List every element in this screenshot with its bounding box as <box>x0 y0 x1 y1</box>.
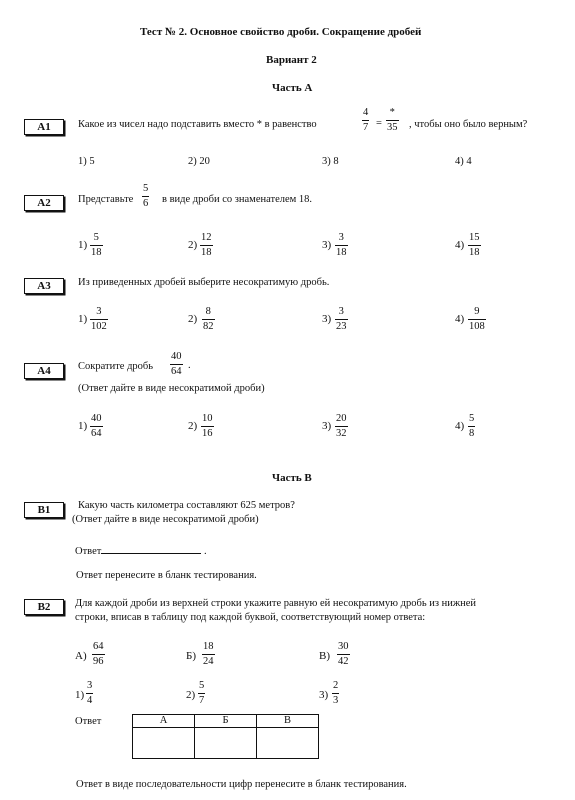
b2-top-a-letter: А) <box>75 650 87 662</box>
fraction-numerator: 10 <box>202 413 213 424</box>
fraction-numerator: 5 <box>143 183 149 194</box>
a4-option-4-number: 4) <box>455 420 465 432</box>
part-b-heading: Часть В <box>272 472 312 484</box>
variant-label: Вариант 2 <box>266 54 317 66</box>
a2-option-2-number: 2) <box>188 239 198 251</box>
question-label-b1: В1 <box>24 502 64 518</box>
fraction-numerator: 3 <box>96 306 102 317</box>
fraction-numerator: 40 <box>91 413 102 424</box>
b2-answer-table <box>132 714 319 759</box>
fraction-denominator: 6 <box>143 198 149 209</box>
a2-option-3-number: 3) <box>322 239 332 251</box>
question-label-b2: В2 <box>24 599 64 615</box>
fraction-denominator: 82 <box>203 321 214 332</box>
fraction-numerator: 9 <box>474 306 480 317</box>
a4-option-2-number: 2) <box>188 420 198 432</box>
fraction-numerator: 3 <box>338 232 344 243</box>
fraction-denominator: 24 <box>203 656 214 667</box>
fraction-denominator: 108 <box>469 321 485 332</box>
a2-option-1-fraction <box>90 232 103 259</box>
a4-fraction <box>170 351 183 378</box>
a1-fraction-right <box>386 107 399 134</box>
a4-option-4-fraction <box>468 413 475 440</box>
answer-cell-b[interactable] <box>195 728 257 759</box>
b2-bottom-1-fraction <box>86 680 93 707</box>
fraction-numerator: 15 <box>469 232 480 243</box>
fraction-denominator: 7 <box>363 122 369 133</box>
b1-answer-label: Ответ <box>75 546 102 557</box>
fraction-denominator: 8 <box>469 428 475 439</box>
fraction-numerator: 3 <box>338 306 344 317</box>
fraction-numerator: 8 <box>205 306 211 317</box>
b2-text-line1: Для каждой дроби из верхней строки укажите равную ей несократимую дробь из нижней <box>75 598 477 609</box>
a3-option-4-number: 4) <box>455 313 465 325</box>
a2-option-1-number: 1) <box>78 239 88 251</box>
a1-text: Какое из чисел надо подставить вместо * в равенство <box>78 119 317 130</box>
a3-option-3-number: 3) <box>322 313 332 325</box>
fraction-denominator: 18 <box>336 247 347 258</box>
a2-text: Представьте <box>78 194 134 205</box>
a4-option-2-fraction <box>201 413 214 440</box>
b1-transfer-note: Ответ перенесите в бланк тестирования. <box>76 570 257 581</box>
b2-bottom-2-number: 2) <box>186 689 196 701</box>
fraction-numerator: 30 <box>338 641 349 652</box>
fraction-numerator: 5 <box>93 232 99 243</box>
a3-option-3-fraction <box>335 306 348 333</box>
fraction-numerator: 3 <box>87 680 93 691</box>
a2-option-3-fraction <box>335 232 348 259</box>
b2-top-b-fraction <box>202 641 215 668</box>
a2-option-2-fraction <box>200 232 213 259</box>
b2-text-line2: строки, вписав в таблицу под каждой буквой, соответствующий номер ответа: <box>75 612 426 623</box>
b1-answer-row <box>75 543 207 557</box>
a3-option-4-fraction <box>468 306 486 333</box>
question-label-a1: А1 <box>24 119 64 135</box>
a4-text-after: . <box>188 360 191 371</box>
fraction-denominator: 35 <box>387 122 398 133</box>
b2-top-b-letter: Б) <box>186 650 196 662</box>
b2-top-v-fraction <box>337 641 350 668</box>
fraction-numerator: 5 <box>469 413 475 424</box>
fraction-denominator: 42 <box>338 656 349 667</box>
fraction-denominator: 32 <box>336 428 347 439</box>
a2-text-after: в виде дроби со знаменателем 18. <box>162 194 313 205</box>
fraction-numerator: 40 <box>171 351 182 362</box>
a1-option-1: 1) 5 <box>78 156 95 167</box>
b2-top-v-letter: В) <box>319 650 330 662</box>
b2-bottom-1-number: 1) <box>75 689 85 701</box>
b1-answer-field[interactable] <box>101 543 201 554</box>
fraction-denominator: 18 <box>469 247 480 258</box>
a1-option-2: 2) 20 <box>188 156 210 167</box>
fraction-numerator: 20 <box>336 413 347 424</box>
a3-text: Из приведенных дробей выберите несократимую дробь. <box>78 277 330 288</box>
a4-option-3-fraction <box>335 413 348 440</box>
b1-note: (Ответ дайте в виде несократимой дроби) <box>72 514 259 525</box>
a1-equals: = <box>376 118 382 129</box>
a3-option-1-fraction <box>90 306 108 333</box>
fraction-numerator: 2 <box>333 680 339 691</box>
part-a-heading: Часть А <box>272 82 313 94</box>
b2-transfer-note: Ответ в виде последовательности цифр перенесите в бланк тестирования. <box>76 779 407 790</box>
fraction-denominator: 7 <box>199 695 205 706</box>
b2-bottom-3-number: 3) <box>319 689 329 701</box>
fraction-numerator: 64 <box>93 641 104 652</box>
a4-text: Сократите дробь <box>78 361 154 372</box>
fraction-denominator: 64 <box>171 366 182 377</box>
fraction-denominator: 64 <box>91 428 102 439</box>
fraction-numerator: 18 <box>203 641 214 652</box>
a3-option-2-number: 2) <box>188 313 198 325</box>
b2-answer-label: Ответ <box>75 716 102 727</box>
a3-option-2-fraction <box>202 306 215 333</box>
fraction-denominator: 18 <box>201 247 212 258</box>
fraction-denominator: 16 <box>202 428 213 439</box>
fraction-numerator: * <box>389 107 395 118</box>
b1-text: Какую часть километра составляют 625 метров? <box>78 500 295 511</box>
fraction-numerator: 12 <box>201 232 212 243</box>
page-title: Тест № 2. Основное свойство дроби. Сокращение дробей <box>140 26 422 38</box>
fraction-denominator: 23 <box>336 321 347 332</box>
fraction-numerator: 5 <box>199 680 205 691</box>
answer-cell-v[interactable] <box>257 728 319 759</box>
b2-top-a-fraction <box>92 641 105 668</box>
a1-fraction-left <box>362 107 369 134</box>
answer-cell-a[interactable] <box>133 728 195 759</box>
a4-note: (Ответ дайте в виде несократимой дроби) <box>78 383 265 394</box>
answer-table-header-v: В <box>257 715 319 728</box>
question-label-a2: А2 <box>24 195 64 211</box>
a2-option-4-fraction <box>468 232 481 259</box>
a4-option-1-number: 1) <box>78 420 88 432</box>
fraction-denominator: 4 <box>87 695 93 706</box>
a3-option-1-number: 1) <box>78 313 88 325</box>
answer-table-header-a: А <box>133 715 195 728</box>
a1-option-3: 3) 8 <box>322 156 339 167</box>
fraction-denominator: 3 <box>333 695 339 706</box>
answer-table-header-b: Б <box>195 715 257 728</box>
a4-option-1-fraction <box>90 413 103 440</box>
a1-text-after: , чтобы оно было верным? <box>409 119 528 130</box>
fraction-denominator: 96 <box>93 656 104 667</box>
fraction-denominator: 102 <box>91 321 107 332</box>
fraction-numerator: 4 <box>363 107 369 118</box>
fraction-denominator: 18 <box>91 247 102 258</box>
a2-option-4-number: 4) <box>455 239 465 251</box>
a1-option-4: 4) 4 <box>455 156 472 167</box>
question-label-a3: А3 <box>24 278 64 294</box>
b2-bottom-3-fraction <box>332 680 339 707</box>
a2-fraction <box>142 183 149 210</box>
question-label-a4: А4 <box>24 363 64 379</box>
a4-option-3-number: 3) <box>322 420 332 432</box>
b2-bottom-2-fraction <box>198 680 205 707</box>
b1-answer-tail: . <box>203 546 207 557</box>
